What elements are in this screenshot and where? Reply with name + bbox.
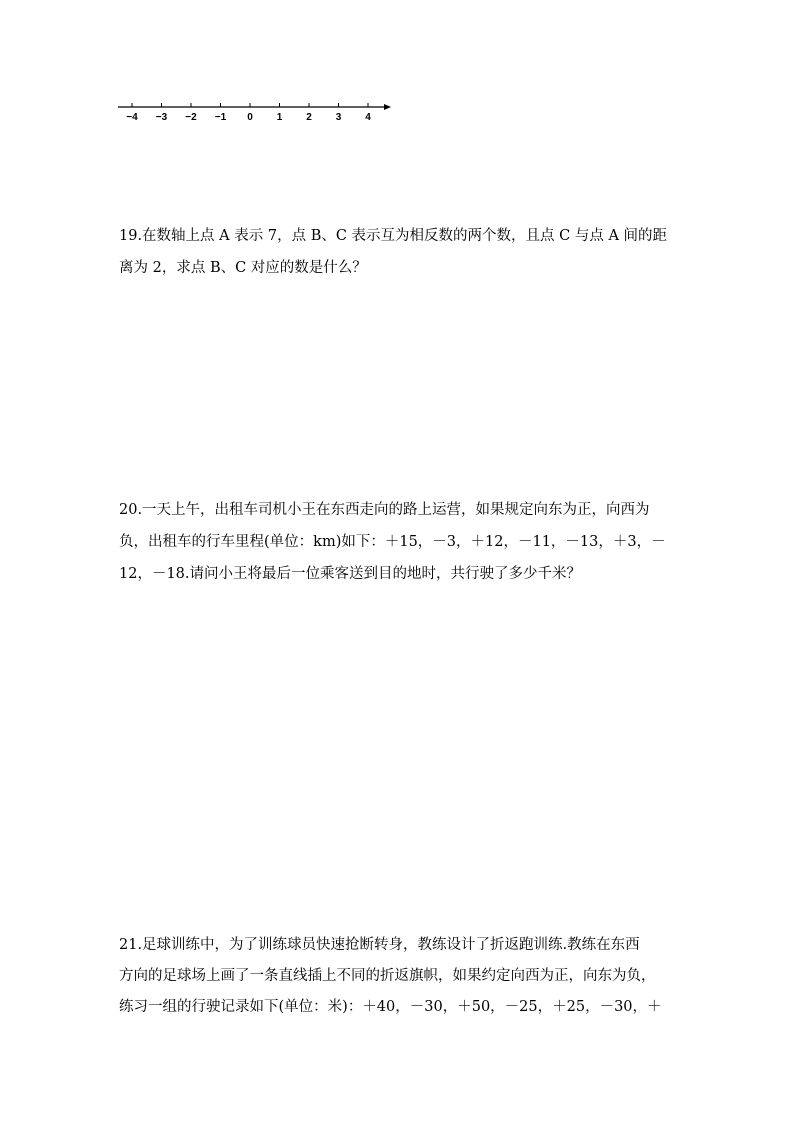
number-line-tick-label: 4 (365, 112, 371, 123)
question-line: 21.足球训练中，为了训练球员快速抢断转身，教练设计了折返跑训练.教练在东西 (119, 937, 640, 953)
number-line-tick-label: −4 (126, 112, 138, 123)
question-19 (119, 220, 701, 284)
number-line-tick-label: −3 (155, 112, 168, 123)
question-line: 12，－18.请问小王将最后一位乘客送到目的地时，共行驶了多少千米？ (119, 566, 582, 582)
number-line-tick-label: −1 (214, 112, 227, 123)
question-line: 20.一天上午，出租车司机小王在东西走向的路上运营，如果规定向东为正，向西为 (119, 502, 650, 518)
question-21 (119, 930, 701, 1023)
question-line: 离为 2，求点 B、C 对应的数是什么？ (119, 260, 367, 276)
question-20 (119, 494, 701, 590)
number-line-arrow-icon (384, 104, 391, 110)
question-line: 方向的足球场上画了一条直线插上不同的折返旗帜，如果约定向西为正，向东为负， (119, 968, 656, 984)
question-line: 练习一组的行驶记录如下(单位：米)：＋40，－30，＋50，－25，＋25，－30，＋ (119, 999, 662, 1015)
number-line-tick-label: 3 (335, 112, 342, 123)
number-line-tick-label: 1 (276, 112, 283, 123)
number-line (118, 96, 393, 122)
number-line-ticks (126, 103, 371, 123)
question-line: 19.在数轴上点 A 表示 7，点 B、C 表示互为相反数的两个数，且点 C 与点 A 间的距 (119, 228, 668, 244)
question-line: 负，出租车的行车里程(单位：km)如下：＋15，－3，＋12，－11，－13，＋3，－ (119, 534, 666, 550)
number-line-tick-label: 0 (247, 112, 253, 123)
number-line-tick-label: −2 (185, 112, 197, 123)
number-line-tick-label: 2 (306, 112, 312, 123)
number-line-svg (118, 96, 393, 122)
